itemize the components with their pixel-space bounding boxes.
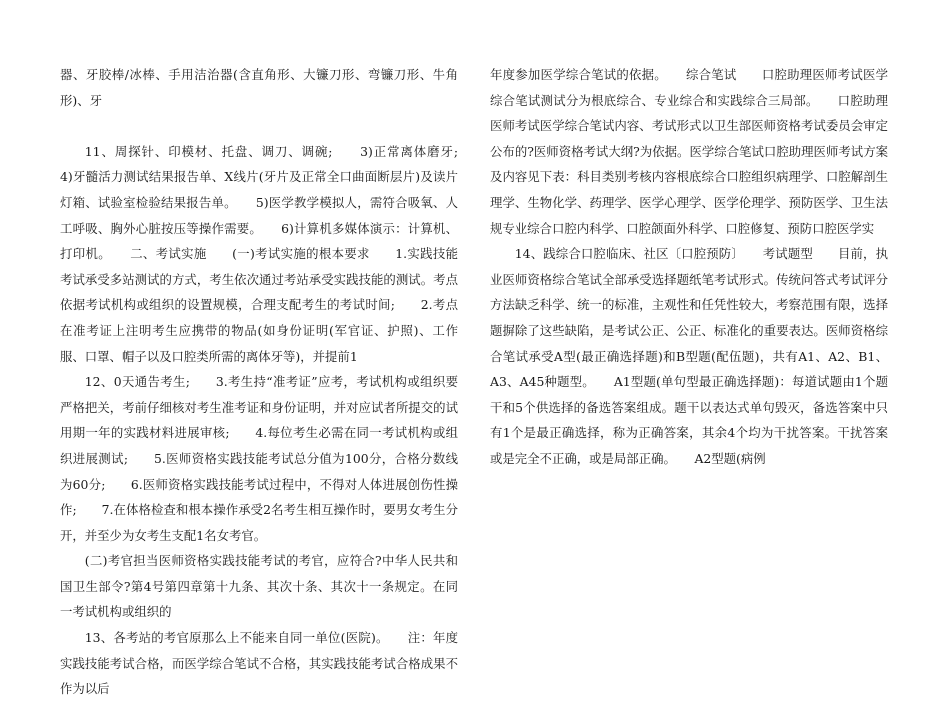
paragraph: 年度参加医学综合笔试的依据。 综合笔试 口腔助理医师考试医学综合笔试测试分为根底综合、专业综合和实践综合三局部。 口腔助理医师考试医学综合笔试内容、考试形式以卫生部医师资格考试委员会审定公布的?医师资格考试大纲?为依据。医学综合笔试口腔助理医师考试方案及内容见下表：科目类别考核内容根底综合口腔组织病理学、口腔解剖生理学、生物化学、药理学、医学心理学、医学伦理学、预防医学、卫生法规专业综合口腔内科学、口腔颌面外科学、口腔修复、预防口腔医学实 [490,67,888,236]
paragraph: 14、践综合口腔临床、社区〔口腔预防〕 考试题型 目前，执业医师资格综合笔试全部承受选择题纸笔考试形式。传统问答式考试评分方法缺乏科学、统一的标准，主观性和任凭性较大，考察范围有限，选择题摒除了这些缺陷，是考试公正、公正、标准化的重要表达。医师资格综合笔试承受A型(最正确选择题)和B型题(配伍题)，共有A1、A2、B1、A3、A45种题型。 A1型题(单句型最正确选择题)：每道试题由1个题干和5个供选择的备选答案组成。题干以表达式单句毁灭，备选答案中只有1个是最正确选择，称为正确答案，其余4个均为干扰答案。干扰答案或是完全不正确，或是局部正确。 A2型题(病例 [490,246,888,466]
left-column [60,62,483,702]
paragraph: 11、周探针、印模材、托盘、调刀、调碗; 3)正常离体磨牙; 4)牙髓活力测试结果报告单、X线片(牙片及正常全口曲面断层片)及读片灯箱、试验室检验结果报告单。 5)医学教学模拟人，需符合吸氧、人工呼吸、胸外心脏按压等操作需要。 6)计算机多媒体演示：计算机、打印机。 二、考试实施 (一)考试实施的根本要求 1.实践技能考试承受多站测试的方式，考生依次通过考站承受实践技能的测试。考点依据考试机构或组织的设置规模，合理支配考生的考试时间; 2.考点在准考证上注明考生应携带的物品(如身份证明(军官证、护照)、工作服、口罩、帽子以及口腔类所需的离体牙等)，并提前1 [60,143,483,364]
paragraph: (二)考官担当医师资格实践技能考试的考官，应符合?中华人民共和国卫生部令?第4号第四章第十九条、其次十条、其次十一条规定。在同一考试机构或组织的 [60,553,458,620]
paragraph: 13、各考站的考官原那么上不能来自同一单位(医院)。 注：年度实践技能考试合格，而医学综合笔试不合格，其实践技能考试合格成果不作为以后 [60,630,458,697]
right-column [490,62,888,472]
paragraph: 12、0天通告考生; 3.考生持“准考证”应考，考试机构或组织要严格把关，考前仔细核对考生准考证和身份证明，并对应试者所提交的试用期一年的实践材料进展审核; 4.每位考生必需在同一考试机构或组织进展测试; 5.医师资格实践技能考试总分值为100分，合格分数线为60分; 6.医师资格实践技能考试过程中，不得对人体进展创伤性操作; 7.在体格检查和根本操作承受2名考生相互操作时，要男女考生分开，并至少为女考生支配1名女考官。 [60,374,458,543]
paragraph: 器、牙胶棒/冰棒、手用洁治器(含直角形、大镰刀形、弯镰刀形、牛角形)、牙 [60,67,458,108]
